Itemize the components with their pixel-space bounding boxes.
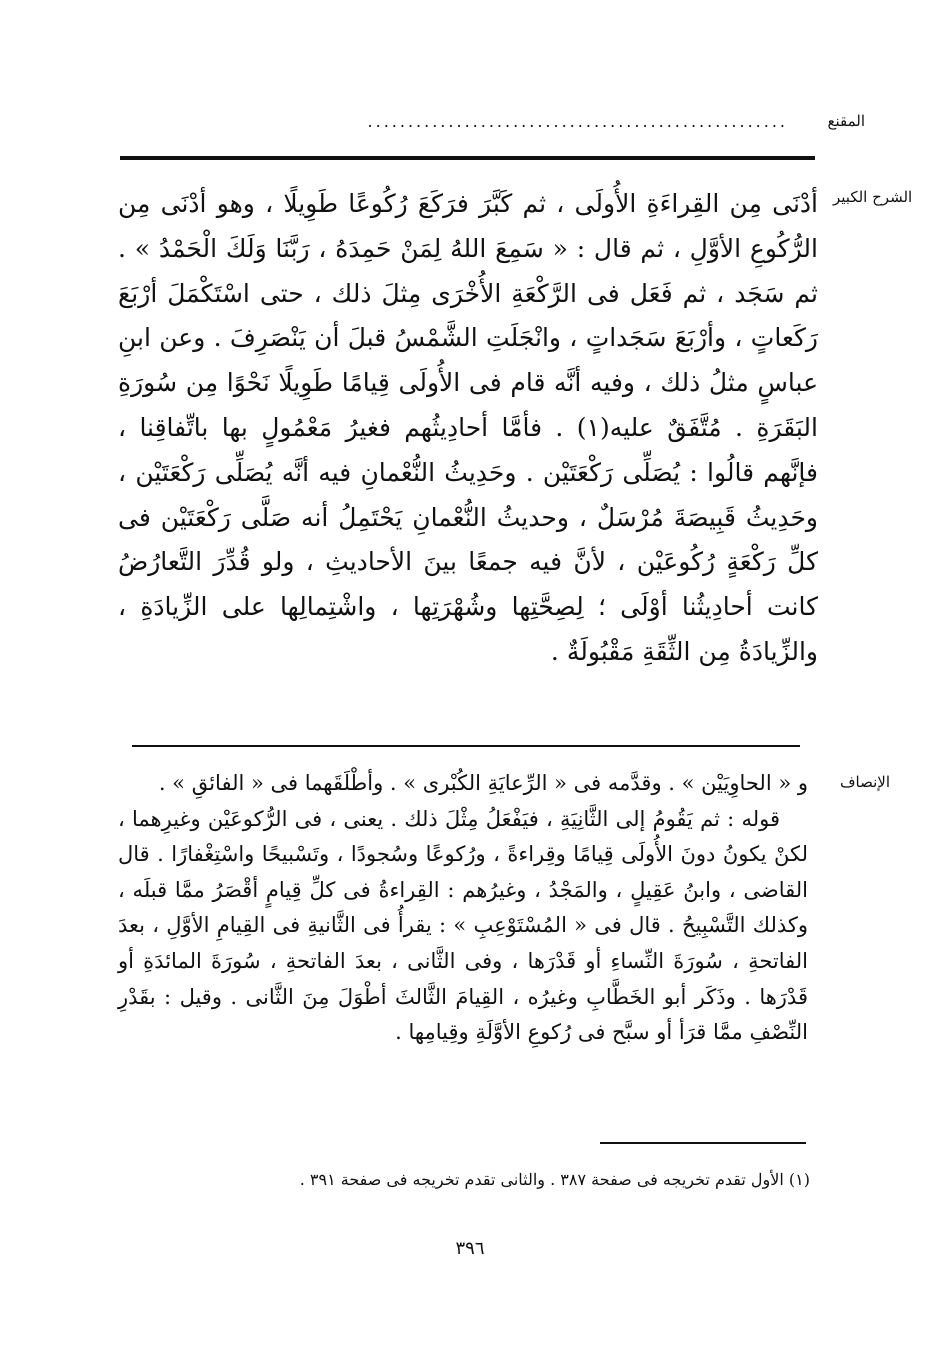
running-header-title: المقنع (827, 112, 865, 130)
header-rule (120, 156, 815, 160)
footnote-rule (600, 1142, 806, 1144)
sharh-text-block (118, 182, 818, 675)
sharh-paragraph: أدْنَى مِن القِراءَةِ الأُولَى ، ثم كَبَّرَ فرَكَعَ رُكُوعًا طَوِيلًا ، وهو أدْنَى مِن الرُّكُوعِ الأوَّلِ ، ثم قال : « سَمِعَ اللهُ لِمَنْ حَمِدَهُ ، رَبَّنَا وَلَكَ الْحَمْدُ » . ثم سَجَد ، ثم فَعَل فى الرَّكْعَةِ الأُخْرَى مِثلَ ذلك ، حتى اسْتَكْمَلَ أرْبَعَ رَكَعاتٍ ، وأرْبَعَ سَجَداتٍ ، وانْجَلَتِ الشَّمْسُ قبلَ أن يَنْصَرِفَ . وعن ابنِ عباسٍ مثلُ ذلك ، وفيه أنَّه قام فى الأُولَى قِيامًا طَوِيلًا نَحْوًا مِن سُورَةِ البَقَرَةِ . مُتَّفَقٌ عليه(١) . فأمَّا أحادِيثُهم فغيرُ مَعْمُولٍ بها باتِّفاقِنا ، فإنَّهم قالُوا : يُصَلِّى رَكْعَتَيْن . وحَدِيثُ النُّعْمانِ فيه أنَّه يُصَلِّى رَكْعَتَيْن ، وحَدِيثُ قَبِيصَةَ مُرْسَلٌ ، وحديثُ النُّعْمانِ يَحْتَمِلُ أنه صَلَّى رَكْعَتَيْن فى كلِّ رَكْعَةٍ رُكُوعَيْن ، لأنَّ فيه جمعًا بينَ الأحاديثِ ، ولو قُدِّرَ التَّعارُضُ كانت أحادِيثُنا أوْلَى ؛ لِصِحَّتِها وشُهْرَتِها ، واشْتِمالِها على الزِّيادَةِ ، والزِّيادَةُ مِن الثِّقَةِ مَقْبُولَةٌ . (118, 189, 818, 666)
page-number: ٣٩٦ (455, 1238, 485, 1259)
insaf-paragraph-2: قوله : ثم يَقُومُ إلى الثَّانِيَةِ ، فيَفْعَلُ مِثْلَ ذلك . يعنى ، فى الرُّكوعَيْن وغيرِهما ، لكنْ يكونُ دونَ الأُولَى قِيامًا وقِراءةً ، ورُكوعًا وسُجودًا ، وتَسْبيحًا واسْتِغْفارًا . قال القاضى ، وابنُ عَقِيلٍ ، والمَجْدُ ، وغيرُهم : القِراءةُ فى كلِّ قِيامٍ أقْصَرُ ممَّا قبلَه ، وكذلك التَّسْبِيحُ . قال فى « المُسْتَوْعِبِ » : يقرأُ فى الثَّانيةِ فى القِيامِ الأوَّلِ ، بعدَ الفاتحةِ ، سُورَةَ النِّساءِ أو قَدْرَها ، وفى الثَّانى ، بعدَ الفاتحةِ ، سُورَةَ المائدَةِ أو قَدْرَها . وذَكَر أبو الخَطَّابِ وغيرُه ، القِيامَ الثَّالثَ أطْوَلَ مِنَ الثَّانى . وقيل : بقَدْرِ النِّصْفِ ممَّا قرَأ أو سبَّح فى رُكوعِ الأوَّلَةِ وقِيامِها . (118, 806, 808, 1045)
section-separator (132, 745, 800, 747)
running-header-dots: .................................................... (367, 112, 788, 131)
section-label-sharh: الشرح الكبير (833, 188, 913, 206)
insaf-paragraph-1: و « الحاوِيَيْن » . وقدَّمه فى « الرِّعايَةِ الكُبْرى » . وأطْلَقَهما فى « الفائقِ » . (158, 771, 808, 795)
section-label-insaf: الإنصاف (839, 773, 890, 791)
insaf-text-block (118, 766, 808, 1051)
footnote: (١) الأول تقدم تخريجه فى صفحة ٣٨٧ . والثانى تقدم تخريجه فى صفحة ٣٩١ . (299, 1170, 810, 1189)
